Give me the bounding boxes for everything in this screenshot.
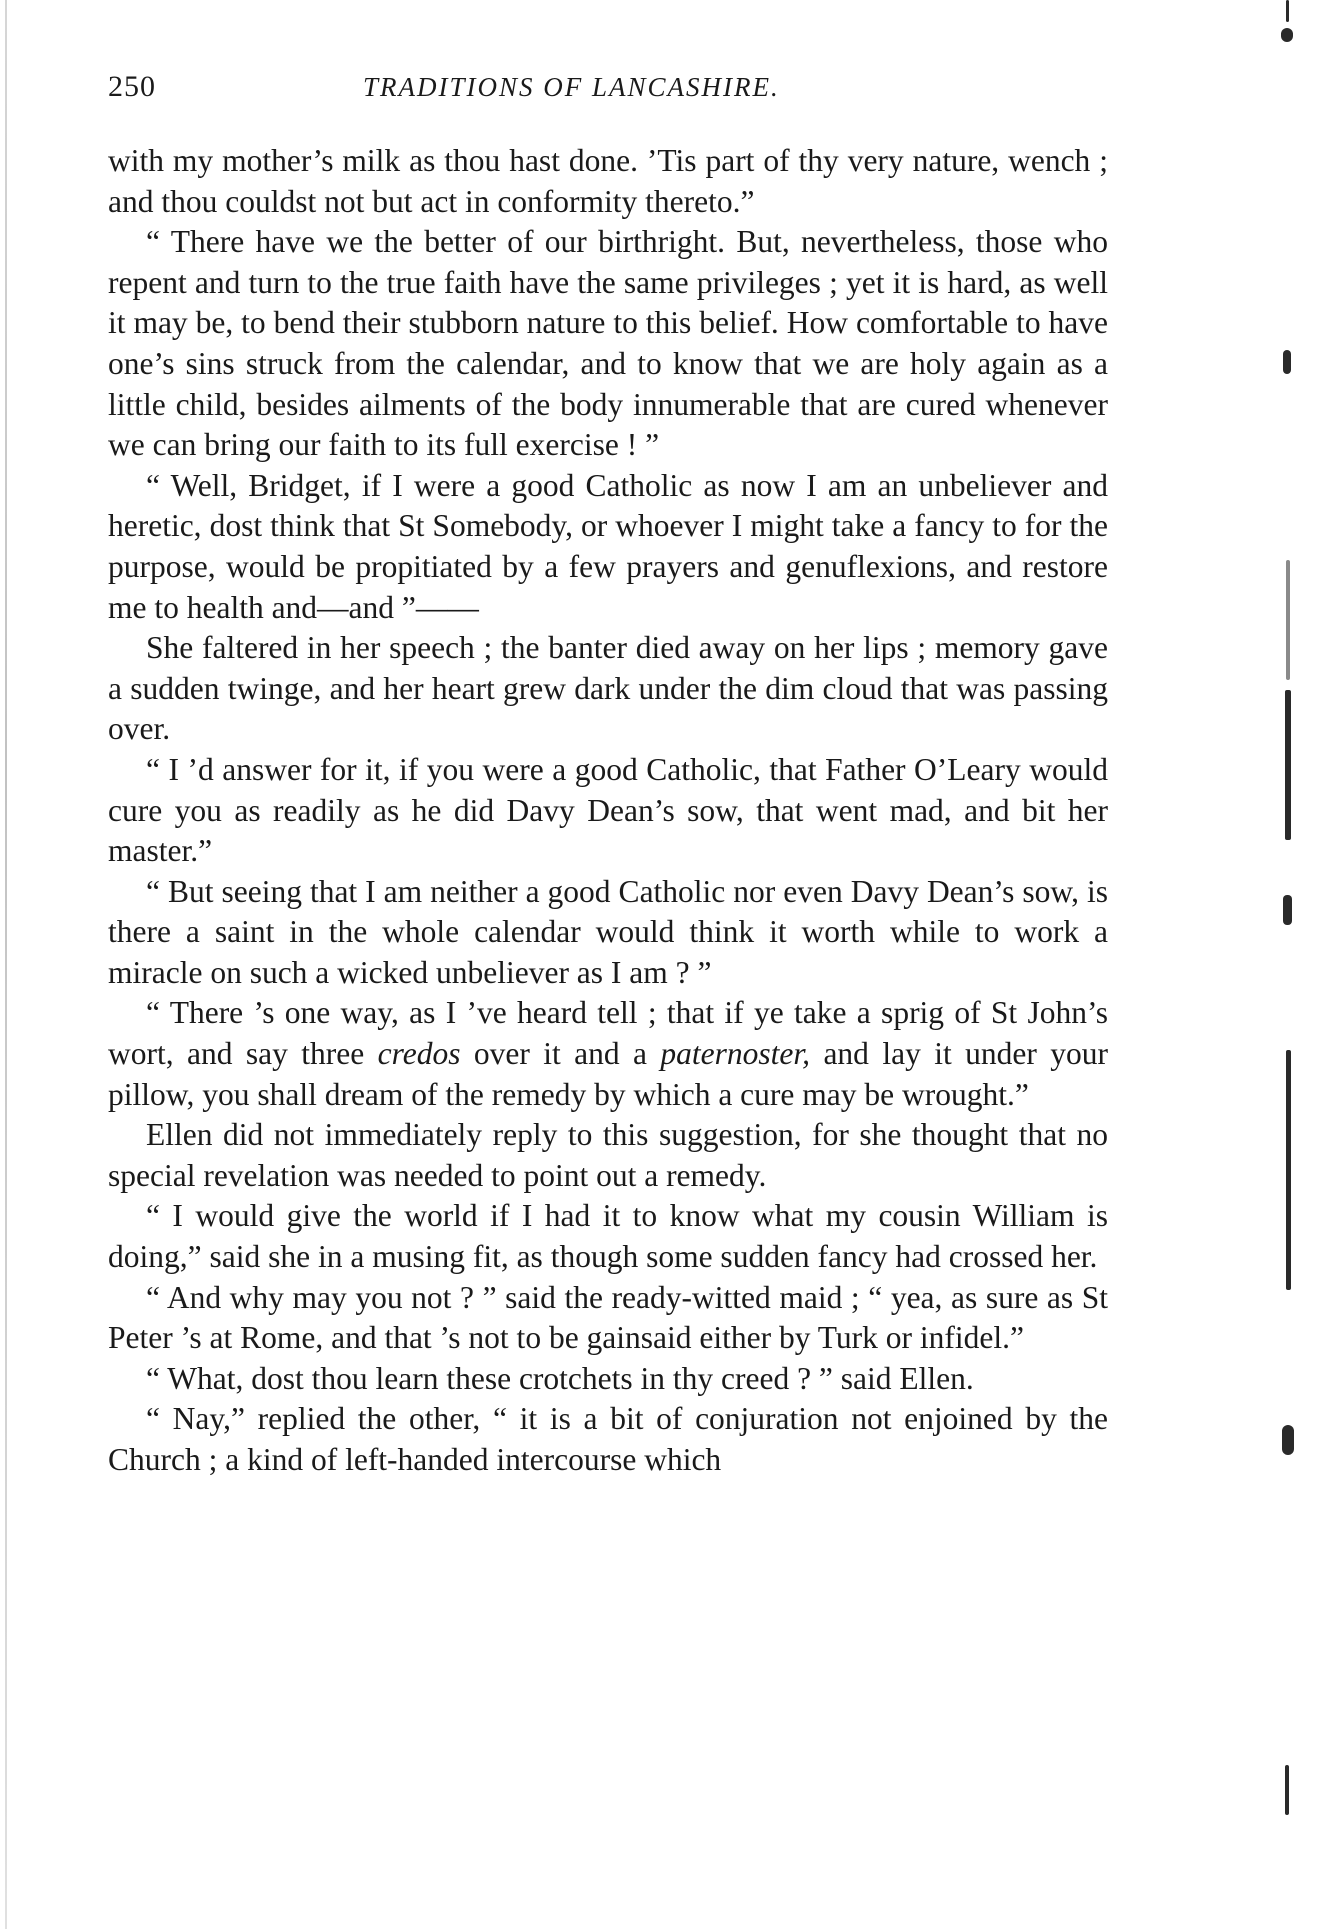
margin-artifact-2 <box>1281 28 1293 42</box>
paragraph-8: Ellen did not immediately reply to this suggestion, for she thought that no special revelation was needed to point out a remedy. <box>108 1117 1108 1193</box>
paragraph-7: “ There ’s one way, as I ’ve heard tell ; that if ye take a sprig of St John’s wort, and say three credos over it and a paternoster, and lay it under your pillow, you shall dream of the remedy by which a cure may be wrought.” <box>108 995 1108 1112</box>
margin-artifact-4 <box>1286 560 1290 680</box>
margin-artifact-7 <box>1286 1050 1291 1290</box>
italic-paternoster: paternoster, <box>660 1036 811 1072</box>
running-title: TRADITIONS OF LANCASHIRE. <box>363 72 780 102</box>
margin-artifact-9 <box>1285 1765 1289 1815</box>
paragraph-4: She faltered in her speech ; the banter died away on her lips ; memory gave a sudden twinge, and her heart grew dark under the dim cloud that was passing over. <box>108 630 1108 747</box>
margin-artifact-3 <box>1283 350 1291 374</box>
paragraph-10: “ And why may you not ? ” said the ready-witted maid ; “ yea, as sure as St Peter ’s at Rome, and that ’s not to be gainsaid either by Turk or infidel.” <box>108 1279 1108 1356</box>
margin-artifact-6 <box>1283 895 1292 925</box>
paragraph-5: “ I ’d answer for it, if you were a good Catholic, that Father O’Leary would cure you as readily as he did Davy Dean’s sow, that went mad, and bit her master.” <box>108 751 1108 869</box>
paragraph-9: “ I would give the world if I had it to know what my cousin William is doing,” said she in a musing fit, as though some sudden fancy had crossed her. <box>108 1198 1108 1275</box>
margin-artifact-8 <box>1282 1425 1294 1455</box>
page-gutter-edge <box>5 0 7 1929</box>
page-number: 250 <box>108 70 156 103</box>
paragraph-2: “ There have we the better of our birthright. But, nevertheless, those who repent and turn to the true faith have the same privileges ; yet it is hard, as well it may be, to bend their stubborn nature to this belief. How comfortable to have one’s sins struck from the calendar, and to know that we are holy again as a little child, besides ailments of the body innumerable that are cured whenever we can bring our faith to its full exercise ! ” <box>108 224 1108 463</box>
paragraph-12: “ Nay,” replied the other, “ it is a bit of conjuration not enjoined by the Church ; a kind of left-handed intercourse which <box>108 1401 1108 1477</box>
italic-credos: credos <box>377 1036 461 1072</box>
paragraph-11: “ What, dost thou learn these crotchets in thy creed ? ” said Ellen. <box>146 1360 974 1396</box>
paragraph-1: with my mother’s milk as thou hast done. ’Tis part of thy very nature, wench ; and thou couldst not but act in conformity thereto.” <box>108 143 1108 219</box>
paragraph-6: “ But seeing that I am neither a good Catholic nor even Davy Dean’s sow, is there a saint in the whole calendar would think it worth while to work a miracle on such a wicked unbeliever as I am ? ” <box>108 873 1108 990</box>
page-header <box>108 70 1108 110</box>
body-text <box>108 141 1108 1481</box>
margin-artifact-1 <box>1286 0 1289 22</box>
paragraph-3: “ Well, Bridget, if I were a good Catholic as now I am an unbeliever and heretic, dost think that St Somebody, or whoever I might take a fancy to for the purpose, would be propitiated by a few prayers and genuflexions, and restore me to health and—and ”—— <box>108 467 1108 625</box>
margin-artifact-5 <box>1285 690 1291 840</box>
